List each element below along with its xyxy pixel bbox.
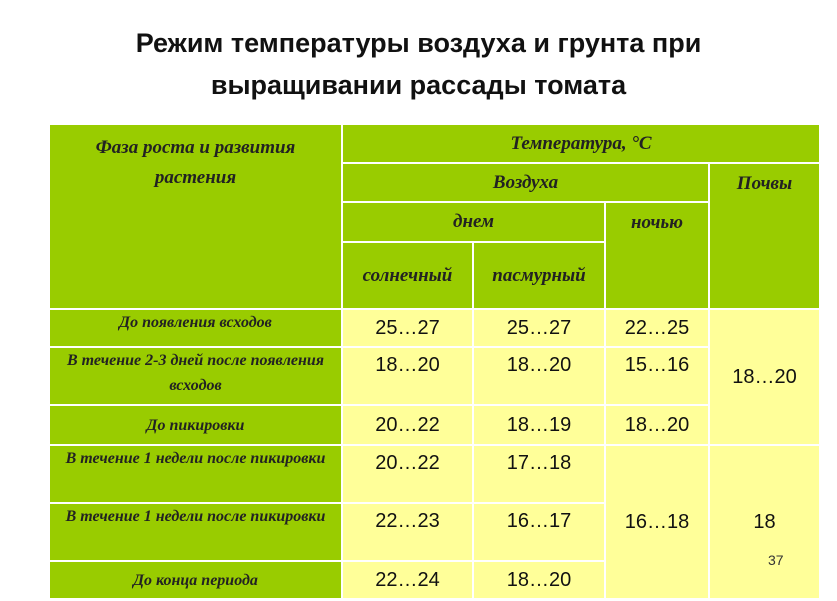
phase-cell: До появления всходов (49, 309, 342, 347)
day-header: днем (342, 202, 605, 242)
night-cell: 15…16 (605, 347, 709, 405)
table-row (49, 445, 820, 503)
night-cell-late: 16…18 (605, 445, 709, 599)
sunny-cell: 18…20 (342, 347, 473, 405)
cloudy-cell: 17…18 (473, 445, 605, 503)
page-number: 37 (768, 552, 784, 568)
soil-cell-late: 18 (709, 445, 820, 599)
cloudy-cell: 18…20 (473, 347, 605, 405)
cloudy-cell: 25…27 (473, 309, 605, 347)
table-row (49, 309, 820, 347)
cloudy-cell: 18…19 (473, 405, 605, 445)
cloudy-cell: 16…17 (473, 503, 605, 561)
table-row (49, 347, 820, 405)
sunny-cell: 22…23 (342, 503, 473, 561)
night-cell: 18…20 (605, 405, 709, 445)
air-header: Воздуха (342, 163, 709, 202)
sunny-cell: 20…22 (342, 445, 473, 503)
slide-title (0, 22, 837, 106)
header-row-1 (49, 124, 820, 163)
phase-cell: В течение 2-3 дней после появления всходов (49, 347, 342, 405)
table-row (49, 405, 820, 445)
night-cell: 22…25 (605, 309, 709, 347)
slide-title-line-2: выращивании рассады томата (210, 70, 627, 100)
cloudy-cell: 18…20 (473, 561, 605, 599)
phase-cell: В течение 1 недели после пикировки (49, 503, 342, 561)
sunny-cell: 22…24 (342, 561, 473, 599)
sunny-header: солнечный (342, 242, 473, 309)
sunny-cell: 25…27 (342, 309, 473, 347)
phase-cell: В течение 1 недели после пикировки (49, 445, 342, 503)
slide-title-line-1: Режим температуры воздуха и грунта при (135, 28, 702, 58)
night-header: ночью (605, 202, 709, 309)
soil-cell-early: 18…20 (709, 309, 820, 445)
sunny-cell: 20…22 (342, 405, 473, 445)
phase-cell: До конца периода (49, 561, 342, 599)
temperature-table (48, 123, 821, 600)
soil-header: Почвы (709, 163, 820, 309)
phase-column-header: Фаза роста и развития растения (49, 124, 342, 309)
cloudy-header: пасмурный (473, 242, 605, 309)
temperature-header: Температура, °С (342, 124, 820, 163)
phase-cell: До пикировки (49, 405, 342, 445)
